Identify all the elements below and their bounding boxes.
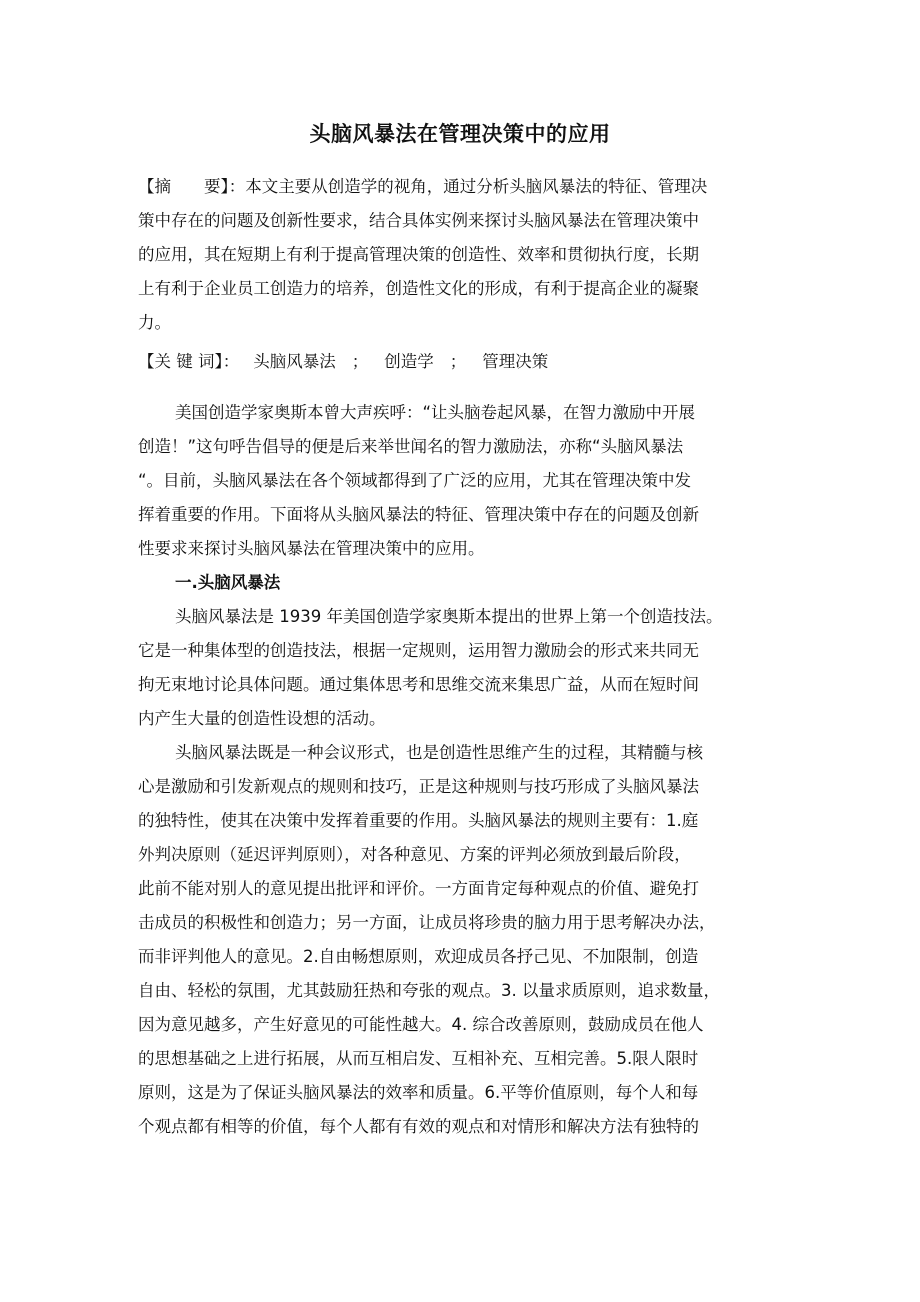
section-1-paragraph-2 <box>138 736 798 1144</box>
paragraph-line: 原则，这是为了保证头脑风暴法的效率和质量。6.平等价值原则，每个人和每 <box>138 1083 699 1102</box>
paragraph-line: 个观点都有相等的价值，每个人都有有效的观点和对情形和解决方法有独特的 <box>138 1117 699 1136</box>
section-heading: 一.头脑风暴法 <box>175 573 281 592</box>
abstract-line: 策中存在的问题及创新性要求，结合具体实例来探讨头脑风暴法在管理决策中 <box>138 211 699 230</box>
paragraph-line: 而非评判他人的意见。2.自由畅想原则，欢迎成员各抒己见、不加限制，创造 <box>138 947 699 966</box>
keyword: 创造学 <box>384 352 434 371</box>
paragraph-line: 外判决原则（延迟评判原则），对各种意见、方案的评判必须放到最后阶段， <box>138 845 691 864</box>
abstract-line: 【摘 要】：本文主要从创造学的视角，通过分析头脑风暴法的特征、管理决 <box>138 177 708 196</box>
paragraph-line: 创造！”这句呼告倡导的便是后来举世闻名的智力激励法，亦称“头脑风暴法 <box>138 437 684 456</box>
paragraph-line: 头脑风暴法既是一种会议形式，也是创造性思维产生的过程，其精髓与核 <box>175 743 703 762</box>
paragraph-line: 性要求来探讨头脑风暴法在管理决策中的应用。 <box>138 539 485 558</box>
document-title: 头脑风暴法在管理决策中的应用 <box>309 122 611 146</box>
paragraph-line: 击成员的积极性和创造力；另一方面，让成员将珍贵的脑力用于思考解决办法， <box>138 913 716 932</box>
paragraph-line: 拘无束地讨论具体问题。通过集体思考和思维交流来集思广益，从而在短时间 <box>138 675 699 694</box>
keyword: 管理决策 <box>482 352 549 371</box>
abstract <box>138 170 798 340</box>
keyword-separator: ； <box>351 352 369 371</box>
abstract-line: 上有利于企业员工创造力的培养，创造性文化的形成，有利于提高企业的凝聚 <box>138 279 699 298</box>
section-1-paragraph-1 <box>138 600 798 736</box>
paragraph-line: 自由、轻松的氛围，尤其鼓励狂热和夸张的观点。3. 以量求质原则，追求数量， <box>138 981 720 1000</box>
intro-paragraph <box>138 396 798 566</box>
paragraph-line: 此前不能对别人的意见提出批评和评价。一方面肯定每种观点的价值、避免打 <box>138 879 699 898</box>
paragraph-line: 的思想基础之上进行拓展，从而互相启发、互相补充、互相完善。5.限人限时 <box>138 1049 699 1068</box>
paragraph-line: 头脑风暴法是 1939 年美国创造学家奥斯本提出的世界上第一个创造技法。 <box>175 607 723 626</box>
section-1 <box>138 566 798 1144</box>
paragraph-line: 它是一种集体型的创造技法，根据一定规则，运用智力激励会的形式来共同无 <box>138 641 699 660</box>
paragraph-line: 因为意见越多，产生好意见的可能性越大。4. 综合改善原则，鼓励成员在他人 <box>138 1015 704 1034</box>
keyword-separator: ； <box>449 352 467 371</box>
abstract-line: 的应用，其在短期上有利于提高管理决策的创造性、效率和贯彻执行度，长期 <box>138 245 699 264</box>
keywords-label: 【关 键 词】： <box>138 352 240 371</box>
abstract-line: 力。 <box>138 313 171 332</box>
paragraph-line: “。目前，头脑风暴法在各个领域都得到了广泛的应用，尤其在管理决策中发 <box>138 471 692 490</box>
paragraph-line: 美国创造学家奥斯本曾大声疾呼：“让头脑卷起风暴，在智力激励中开展 <box>175 403 696 422</box>
paragraph-line: 的独特性，使其在决策中发挥着重要的作用。头脑风暴法的规则主要有：1.庭 <box>138 811 699 830</box>
paragraph-line: 挥着重要的作用。下面将从头脑风暴法的特征、管理决策中存在的问题及创新 <box>138 505 699 524</box>
paragraph-line: 心是激励和引发新观点的规则和技巧，正是这种规则与技巧形成了头脑风暴法 <box>138 777 699 796</box>
keywords <box>138 345 798 379</box>
keyword: 头脑风暴法 <box>253 352 336 371</box>
paragraph-line: 内产生大量的创造性设想的活动。 <box>138 709 386 728</box>
